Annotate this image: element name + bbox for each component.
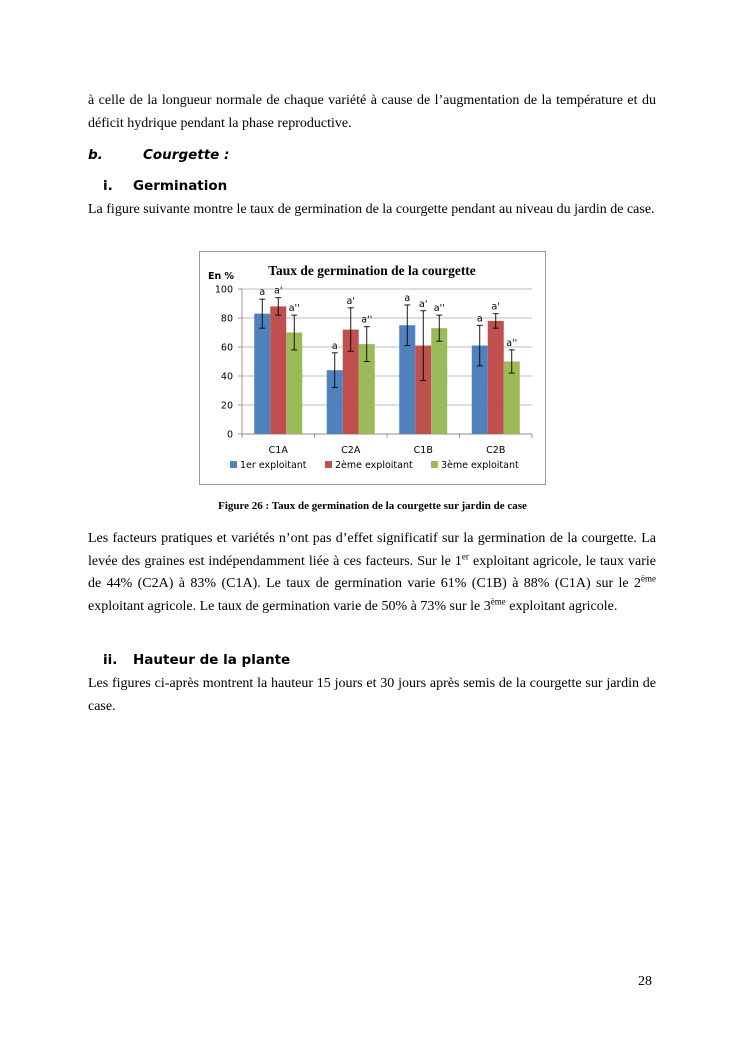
legend-label: 3ème exploitant [441, 460, 519, 471]
significance-letter: a [331, 340, 338, 352]
y-axis-label: En % [208, 271, 235, 282]
significance-letter: a [259, 287, 266, 299]
section-ii-heading [103, 652, 290, 668]
chart-title: Taux de germination de la courgette [268, 263, 476, 278]
section-i-number: i. [103, 178, 113, 194]
significance-letter: a'' [433, 303, 445, 315]
discussion-part-1: Les facteurs pratiques et variétés n’ont pas d’effet significatif sur la germination de la courgette. La levée des graines est indépendamment liée à ces facteurs. Sur le 1 [88, 531, 656, 569]
significance-letter: a' [419, 298, 428, 310]
significance-letter: a'' [506, 337, 518, 349]
section-i-heading [103, 178, 227, 194]
significance-letter: a' [491, 301, 500, 313]
significance-letter: a' [274, 285, 283, 297]
legend-swatch [230, 461, 237, 468]
bar [270, 306, 286, 434]
significance-letter: a'' [288, 303, 300, 315]
legend-swatch [325, 461, 332, 468]
discussion-paragraph [88, 528, 656, 618]
bar [254, 314, 270, 434]
x-tick-label: C2A [341, 445, 361, 456]
x-tick-label: C1A [268, 445, 288, 456]
significance-letter: a [404, 292, 411, 304]
germination-chart [199, 251, 546, 485]
page-number: 28 [638, 974, 652, 989]
section-b-number: b. [88, 147, 103, 163]
chart-svg [200, 252, 545, 484]
discussion-part-4: exploitant agricole. [505, 598, 618, 614]
y-tick-label: 40 [220, 371, 233, 383]
discussion-part-2: exploitant agricole, le taux varie de 44% (C2A) à 83% (C1A). Le taux de germination varie 61% (C1B) à 88% (C1A) sur le 2 [88, 553, 656, 591]
discussion-part-3: exploitant agricole. Le taux de germination varie de 50% à 73% sur le 3 [88, 598, 491, 614]
section-b-heading [88, 147, 229, 163]
figure-caption: Figure 26 : Taux de germination de la courgette sur jardin de case [218, 500, 527, 512]
discussion-sup-2: ème [641, 573, 656, 584]
section-b-title: Courgette : [143, 147, 230, 163]
bar [488, 321, 504, 434]
x-tick-label: C2B [486, 445, 506, 456]
intro-paragraph: à celle de la longueur normale de chaque variété à cause de l’augmentation de la température et du déficit hydrique pendant la phase reproductive. [88, 93, 656, 131]
significance-letter: a [476, 313, 483, 325]
section-ii-number: ii. [103, 652, 118, 668]
y-tick-label: 60 [220, 342, 233, 354]
y-tick-label: 80 [220, 313, 233, 325]
x-tick-label: C1B [413, 445, 433, 456]
bar [431, 328, 447, 434]
section-ii-title: Hauteur de la plante [133, 652, 291, 668]
y-tick-label: 100 [214, 284, 233, 296]
discussion-sup-1: er [461, 550, 469, 561]
height-intro: Les figures ci-après montrent la hauteur 15 jours et 30 jours après semis de la courgette sur jardin de case. [88, 676, 656, 714]
y-tick-label: 0 [226, 429, 233, 441]
legend-label: 1er exploitant [240, 460, 307, 471]
germination-intro: La figure suivante montre le taux de germination de la courgette pendant au niveau du jardin de case. [88, 202, 655, 217]
discussion-sup-3: ème [490, 595, 506, 606]
y-tick-label: 20 [220, 400, 233, 412]
legend-swatch [431, 461, 438, 468]
significance-letter: a'' [361, 314, 373, 326]
section-i-title: Germination [133, 178, 228, 194]
legend-label: 2ème exploitant [335, 460, 413, 471]
significance-letter: a' [346, 295, 355, 307]
